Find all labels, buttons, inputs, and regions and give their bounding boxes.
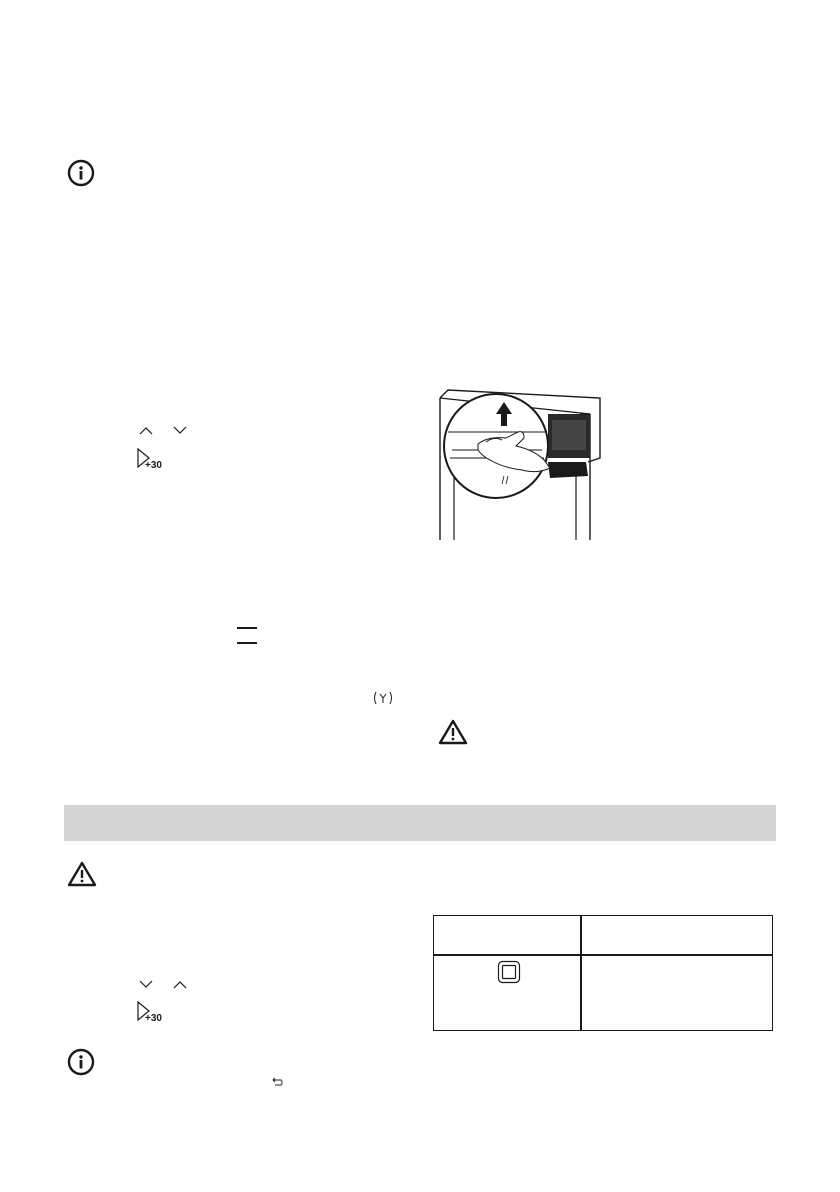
chevron-up-icon [173, 980, 187, 989]
back-arrow-icon [271, 1073, 283, 1091]
table-column-divider [580, 916, 582, 1030]
warning-icon [67, 861, 97, 887]
fast-freeze-label: +30 [145, 460, 162, 471]
chevron-down-icon [173, 426, 187, 435]
display-segment [237, 642, 257, 644]
warning-icon [438, 719, 468, 745]
info-icon [66, 158, 96, 188]
fast-freeze-icon [137, 1001, 177, 1025]
info-icon [66, 1047, 96, 1077]
section-header-bar [64, 805, 776, 841]
display-segment [237, 627, 257, 629]
info-table [433, 915, 773, 1031]
freezer-illustration [438, 384, 602, 545]
chevron-up-icon [139, 426, 153, 435]
chevron-down-icon [139, 980, 153, 989]
table-header-divider [434, 954, 772, 956]
fast-freeze-label: +30 [145, 1013, 162, 1024]
fast-freeze-icon [137, 448, 177, 472]
square-button-icon [497, 960, 521, 989]
fan-icon [372, 690, 394, 711]
